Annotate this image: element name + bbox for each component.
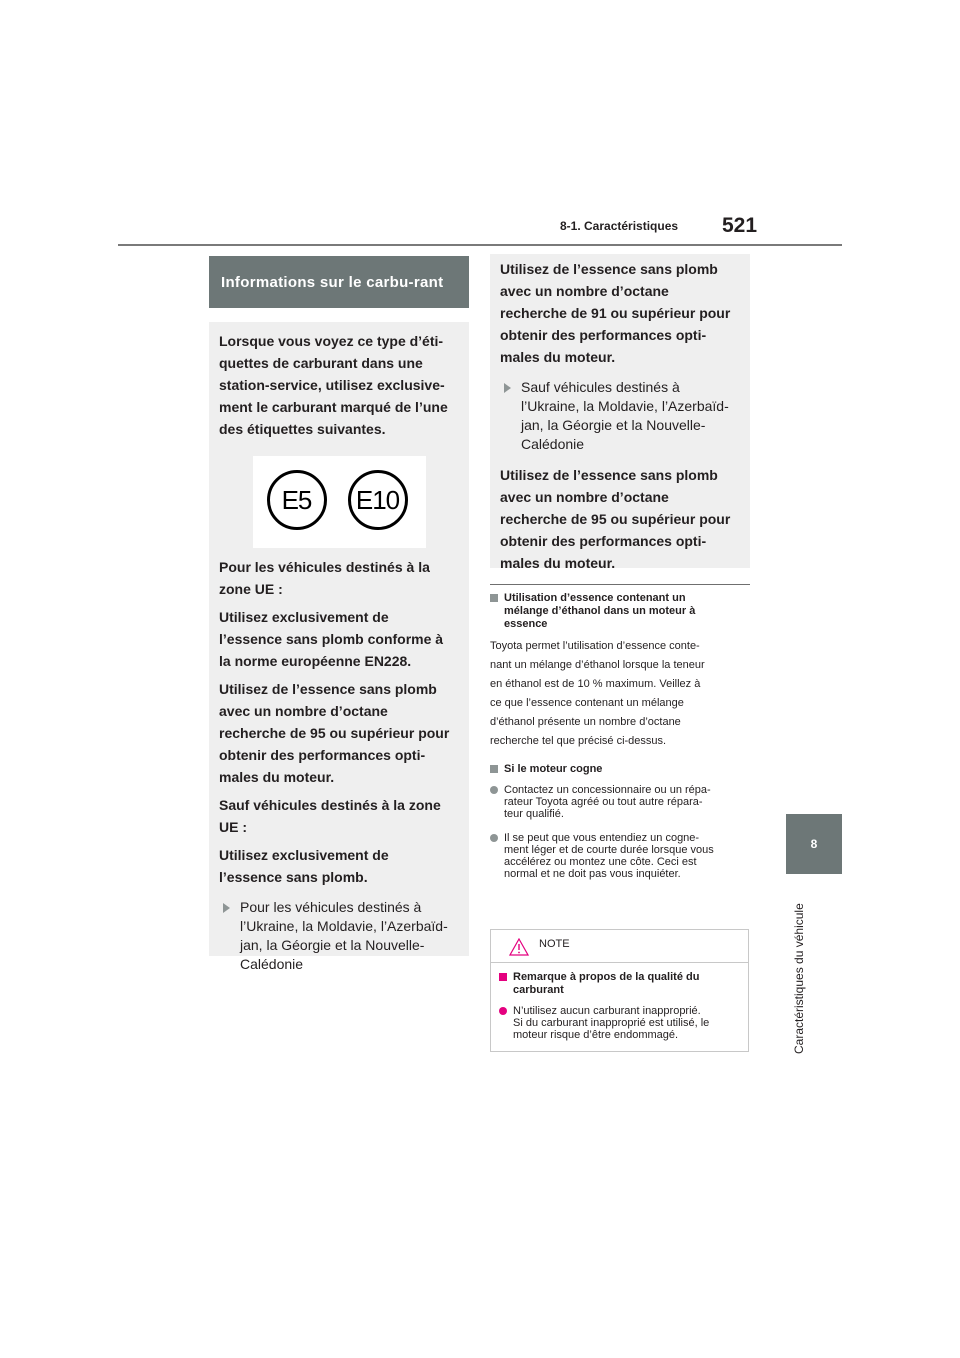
octane-91-requirement — [500, 258, 740, 368]
text-line: station-service, utilisez exclusive- — [219, 377, 445, 393]
intro-text — [219, 330, 459, 440]
chapter-title-text: Caractéristiques du véhicule — [792, 903, 806, 1054]
region-exception-item — [500, 378, 740, 454]
knock-bullet-text — [504, 784, 711, 820]
non-ue-heading — [219, 794, 459, 838]
square-bullet-icon — [499, 973, 507, 981]
non-ue-fuel-requirement — [219, 844, 459, 888]
knock-heading — [490, 763, 750, 776]
text-line: d’éthanol présente un nombre d’octane — [490, 716, 681, 728]
text-line: Utilisez de l’essence sans plomb — [219, 681, 437, 697]
text-line: avec un nombre d’octane — [219, 703, 388, 719]
ethanol-heading-text — [504, 592, 695, 631]
text-line: quettes de carburant dans une — [219, 355, 423, 371]
text-line: avec un nombre d’octane — [500, 489, 669, 505]
ue-fuel-requirement — [219, 606, 459, 672]
text-line: Utilisation d’essence contenant un — [504, 592, 686, 604]
text-line: rateur Toyota agréé ou tout autre répara- — [504, 796, 703, 808]
text-line: recherche de 91 ou supérieur pour — [500, 305, 731, 321]
text-line: males du moteur. — [500, 349, 616, 365]
notes-section — [490, 592, 750, 892]
text-line: l’Ukraine, la Moldavie, l’Azerbaïd- — [240, 918, 448, 934]
text-line: males du moteur. — [500, 555, 616, 571]
text-line: carburant — [513, 984, 564, 996]
circle-bullet-icon — [490, 834, 498, 842]
text-line: Utilisez de l’essence sans plomb — [500, 467, 718, 483]
region-exception-text — [240, 898, 448, 974]
header-rule — [118, 244, 842, 246]
knock-heading-text: Si le moteur cogne — [504, 763, 603, 775]
octane-95-requirement — [500, 464, 740, 574]
text-line: mélange d’éthanol dans un moteur à — [504, 605, 696, 617]
text-line: l’essence sans plomb. — [219, 869, 368, 885]
fuel-info-panel-continued — [490, 254, 750, 571]
notice-body — [491, 963, 748, 1041]
chapter-tab[interactable]: 8 — [786, 814, 842, 874]
arrow-right-icon — [504, 383, 511, 393]
text-line: Lorsque vous voyez ce type d’éti- — [219, 333, 444, 349]
ethanol-body — [490, 637, 750, 751]
text-line: Utilisez de l’essence sans plomb — [500, 261, 718, 277]
text-line: Pour les véhicules destinés à — [240, 899, 422, 915]
ethanol-heading — [490, 592, 750, 631]
text-line: des étiquettes suivantes. — [219, 421, 386, 437]
text-line: zone UE : — [219, 581, 283, 597]
text-line: en éthanol est de 10 % maximum. Veillez à — [490, 678, 701, 690]
page-number: 521 — [722, 214, 758, 237]
text-line: ment le carburant marqué de l’une — [219, 399, 448, 415]
region-exception-text — [521, 378, 729, 454]
text-line: l’essence sans plomb conforme à — [219, 631, 444, 647]
text-line: jan, la Géorgie et la Nouvelle- — [240, 937, 425, 953]
square-bullet-icon — [490, 594, 498, 602]
region-exception-item — [219, 898, 459, 974]
text-line: Calédonie — [521, 436, 585, 452]
text-line: Toyota permet l’utilisation d’essence conte- — [490, 640, 700, 652]
text-line: recherche de 95 ou supérieur pour — [500, 511, 731, 527]
fuel-label-e10: E10 — [348, 470, 408, 530]
text-line: Sauf véhicules destinés à la zone — [219, 797, 441, 813]
knock-bullet-text — [504, 832, 714, 880]
notice-header — [491, 930, 748, 963]
text-line: Il se peut que vous entendiez un cogne- — [504, 832, 700, 844]
section-divider — [490, 584, 750, 585]
text-line: avec un nombre d’octane — [500, 283, 669, 299]
text-line: Utilisez exclusivement de — [219, 609, 389, 625]
text-line: jan, la Géorgie et la Nouvelle- — [521, 417, 706, 433]
text-line: N’utilisez aucun carburant inapproprié. — [513, 1005, 701, 1017]
text-line: l’Ukraine, la Moldavie, l’Azerbaïd- — [521, 398, 729, 414]
notice-heading-text — [513, 971, 699, 997]
text-line: males du moteur. — [219, 769, 335, 785]
text-line: nant un mélange d’éthanol lorsque la teneur — [490, 659, 705, 671]
text-line: recherche tel que précisé ci-dessus. — [490, 735, 667, 747]
text-line: la norme européenne EN228. — [219, 653, 412, 669]
square-bullet-icon — [490, 765, 498, 773]
arrow-right-icon — [223, 903, 230, 913]
text-line: Sauf véhicules destinés à — [521, 379, 680, 395]
chapter-title — [792, 878, 812, 1058]
text-line: Remarque à propos de la qualité du — [513, 971, 700, 983]
text-line: ce que l’essence contenant un mélange — [490, 697, 684, 709]
fuel-label-illustration — [253, 456, 426, 548]
text-line: obtenir des performances opti- — [219, 747, 426, 763]
section-title: Informations sur le carbu-rant — [221, 273, 444, 291]
text-line: Utilisez exclusivement de — [219, 847, 389, 863]
text-line: recherche de 95 ou supérieur pour — [219, 725, 450, 741]
text-line: normal et ne doit pas vous inquiéter. — [504, 868, 681, 880]
knock-bullet — [490, 832, 750, 880]
fuel-info-panel — [209, 322, 469, 972]
fuel-label-e5: E5 — [267, 470, 327, 530]
circle-bullet-icon — [490, 786, 498, 794]
circle-bullet-icon — [499, 1007, 507, 1015]
text-line: obtenir des performances opti- — [500, 327, 707, 343]
text-line: essence — [504, 618, 548, 630]
text-line: Calédonie — [240, 956, 304, 972]
text-line: moteur risque d’être endommagé. — [513, 1029, 679, 1041]
text-line: teur qualifié. — [504, 808, 564, 820]
text-line: Contactez un concessionnaire ou un répa- — [504, 784, 711, 796]
text-line: UE : — [219, 819, 247, 835]
ue-heading — [219, 556, 459, 600]
text-line: accélérez ou montez une côte. Ceci est — [504, 856, 697, 868]
text-line: Si du carburant inapproprié est utilisé, le — [513, 1017, 710, 1029]
warning-triangle-icon — [509, 938, 529, 956]
ue-octane-requirement — [219, 678, 459, 788]
text-line: Pour les véhicules destinés à la — [219, 559, 430, 575]
notice-heading — [499, 971, 740, 997]
knock-bullet — [490, 784, 750, 820]
notice-label: NOTE — [539, 938, 570, 950]
notice-bullet — [499, 1005, 740, 1041]
text-line: ment léger et de courte durée lorsque vous — [504, 844, 714, 856]
section-title-bar — [209, 256, 469, 308]
text-line: obtenir des performances opti- — [500, 533, 707, 549]
notice-box — [490, 929, 749, 1052]
section-label: 8-1. Caractéristiques — [560, 219, 679, 233]
notice-bullet-text — [513, 1005, 709, 1041]
